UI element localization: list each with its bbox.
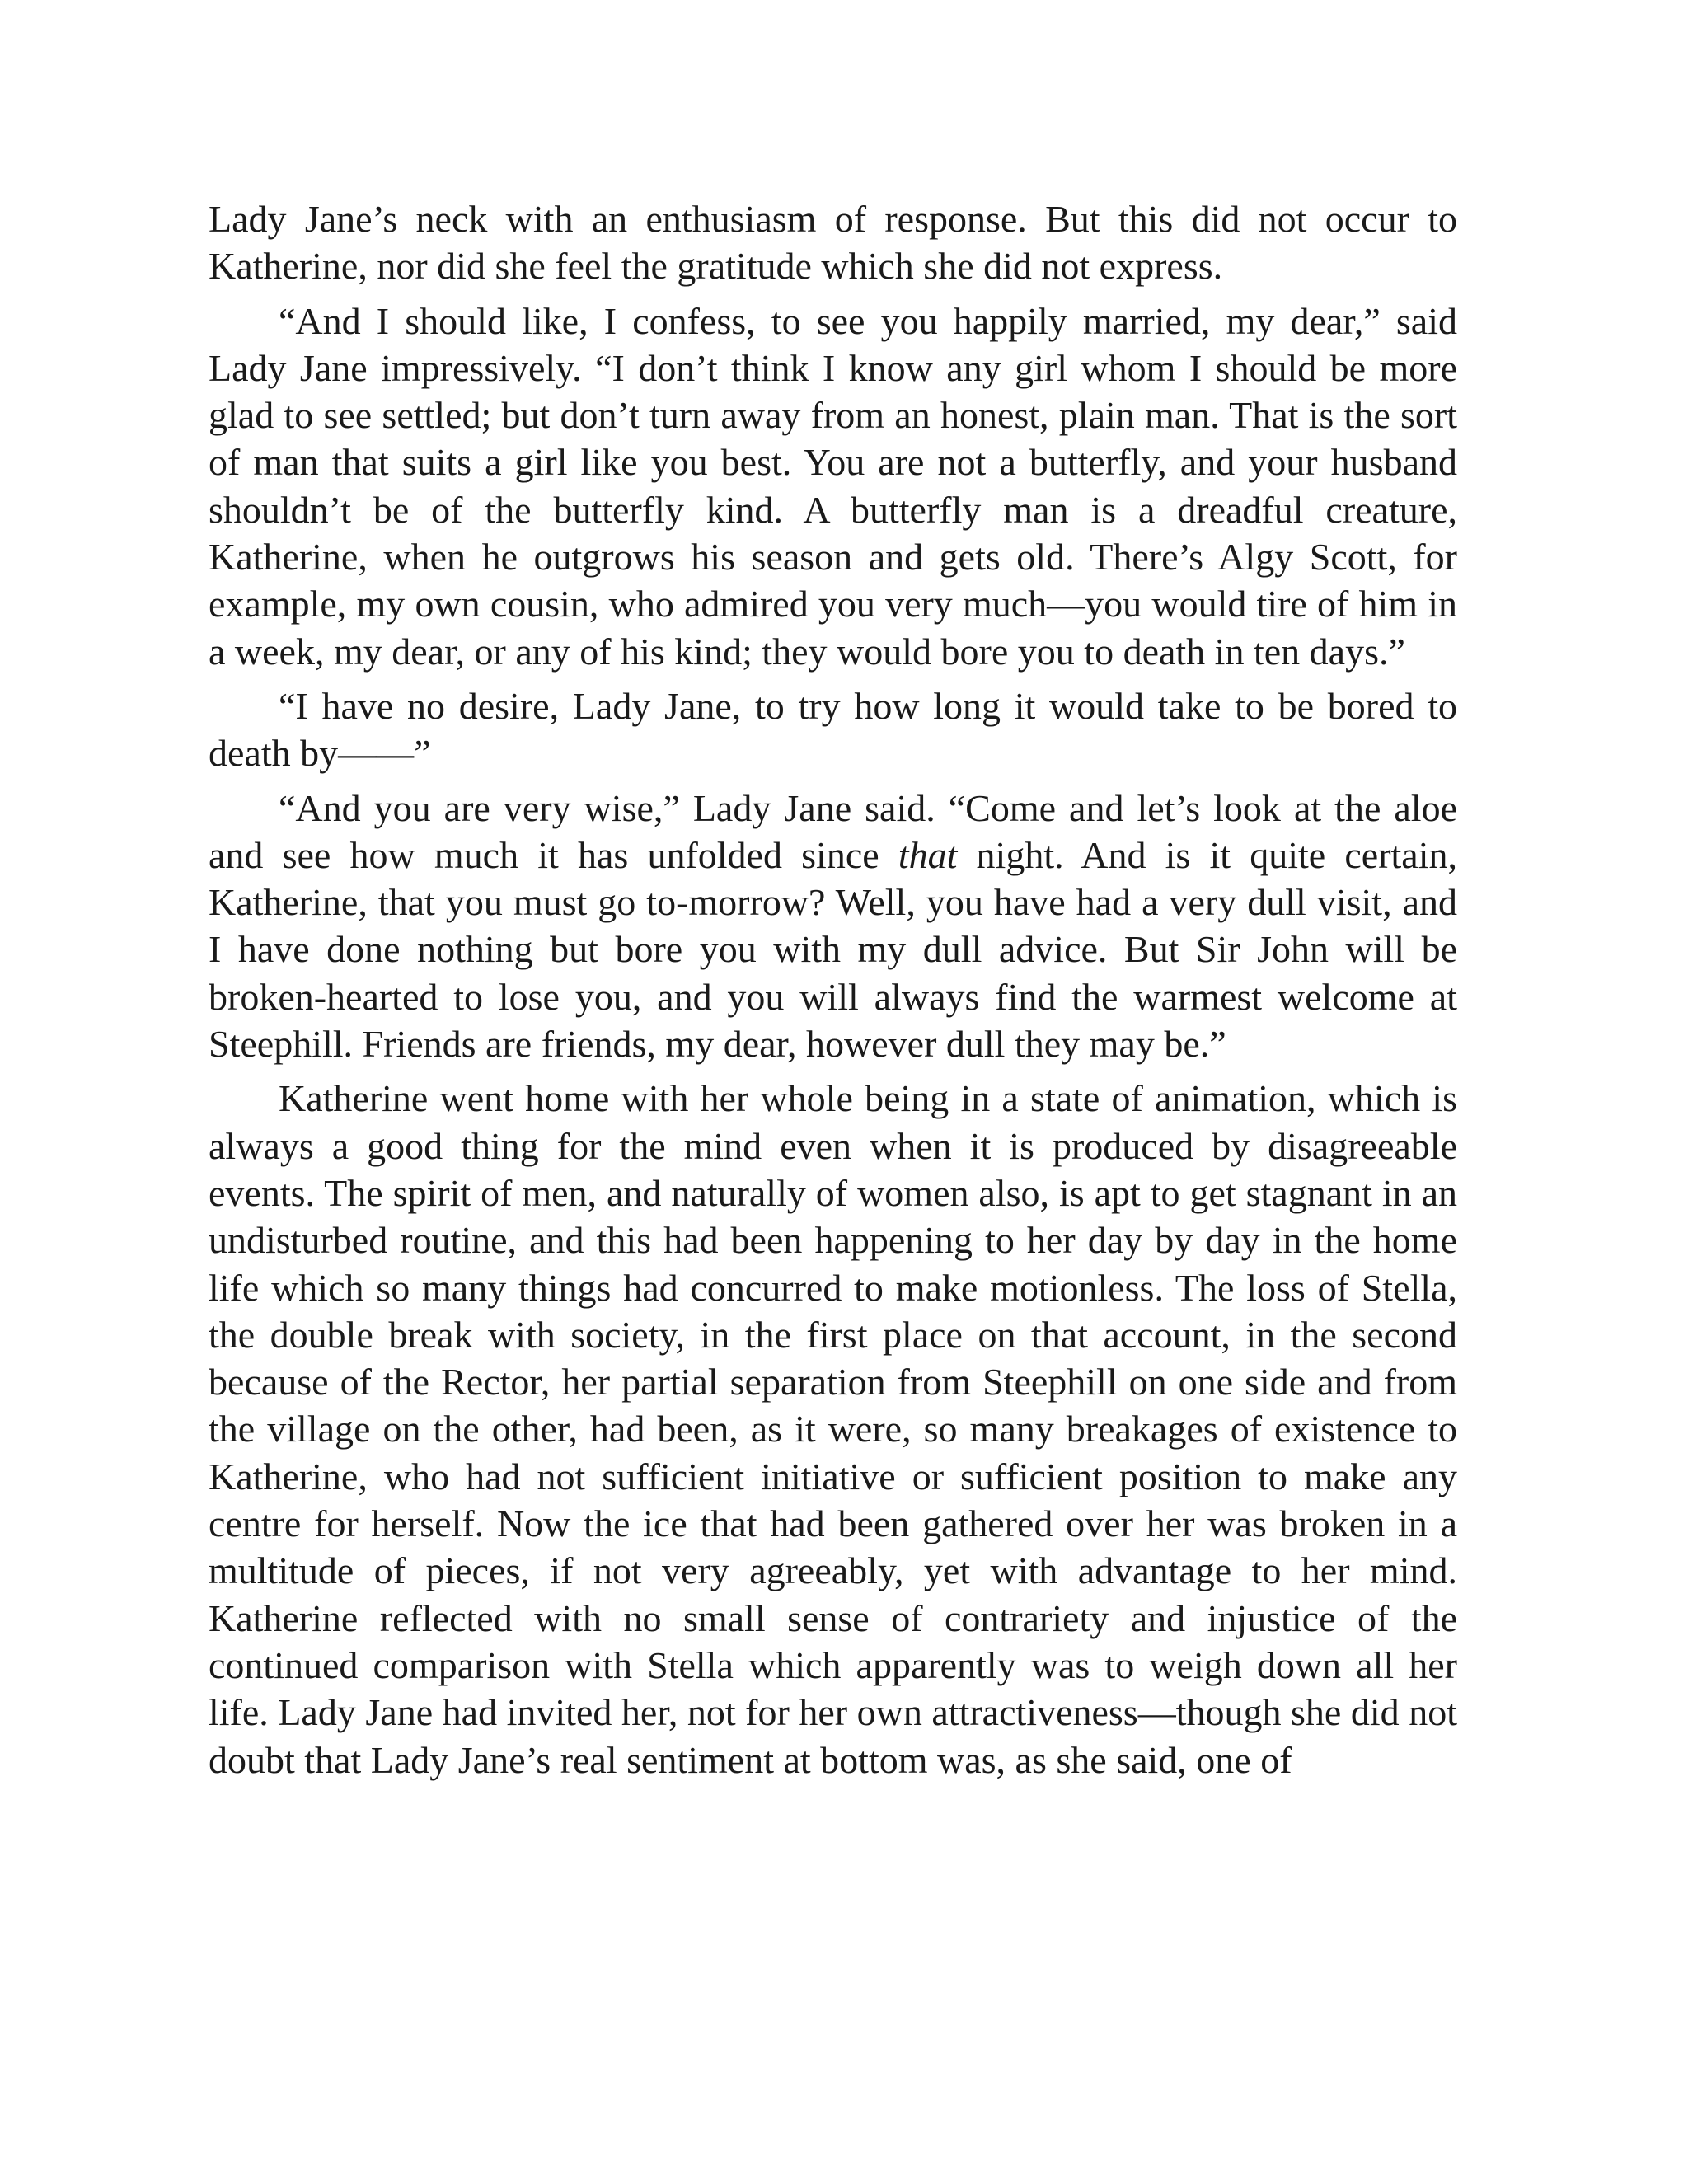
paragraph-aloe-before: “And you are very wise,” Lady Jane said. “Come and let’s look at the aloe and see how much it has unfolded since [209, 786, 1457, 876]
book-page [209, 195, 1457, 1783]
paragraph-aloe [209, 785, 1457, 1068]
paragraph-aloe-after: night. And is it quite certain, Katherine, that you must go to-morrow? Well, you have had a very dull visit, and I have done nothing but bore you with my dull advice. But Sir John will be broken-hearted to lose you, and you will always find the warmest welcome at Steephill. Friends are friends, my dear, however dull they may be.” [209, 833, 1457, 1066]
emphasis-that: that [898, 833, 958, 876]
paragraph-lady-jane-advice: “And I should like, I confess, to see you happily married, my dear,” said Lady Jane impressively. “I don’t think I know any girl whom I should be more glad to see settled; but don’t turn away from an honest, plain man. That is the sort of man that suits a girl like you best. You are not a butterfly, and your husband shouldn’t be of the butterfly kind. A butterfly man is a dreadful creature, Katherine, when he outgrows his season and gets old. There’s Algy Scott, for example, my own cousin, who admired you very much—you would tire of him in a week, my dear, or any of his kind; they would bore you to death in ten days.” [209, 299, 1457, 673]
paragraph-katherine-home: Katherine went home with her whole being in a state of animation, which is always a good thing for the mind even when it is produced by disagreeable events. The spirit of men, and naturally of women also, is apt to get stagnant in an undisturbed routine, and this had been happening to her day by day in the home life which so many things had concurred to make motionless. The loss of Stella, the double break with society, in the first place on that account, in the second because of the Rector, her partial separation from Steephill on one side and from the village on the other, had been, as it were, so many breakages of existence to Katherine, who had not sufficient initiative or sufficient position to make any centre for herself. Now the ice that had been gathered over her was broken in a multitude of pieces, if not very agreeably, yet with advantage to her mind. Katherine reflected with no small sense of contrariety and injustice of the continued comparison with Stella which apparently was to weigh down all her life. Lady Jane had invited her, not for her own attractiveness—though she did not doubt that Lady Jane’s real sentiment at bottom was, as she said, one of [209, 1077, 1457, 1781]
paragraph-katherine-reply: “I have no desire, Lady Jane, to try how long it would take to be bored to death by——” [209, 684, 1457, 775]
paragraph-continued: Lady Jane’s neck with an enthusiasm of response. But this did not occur to Katherine, nor did she feel the gratitude which she did not express. [209, 198, 1457, 288]
